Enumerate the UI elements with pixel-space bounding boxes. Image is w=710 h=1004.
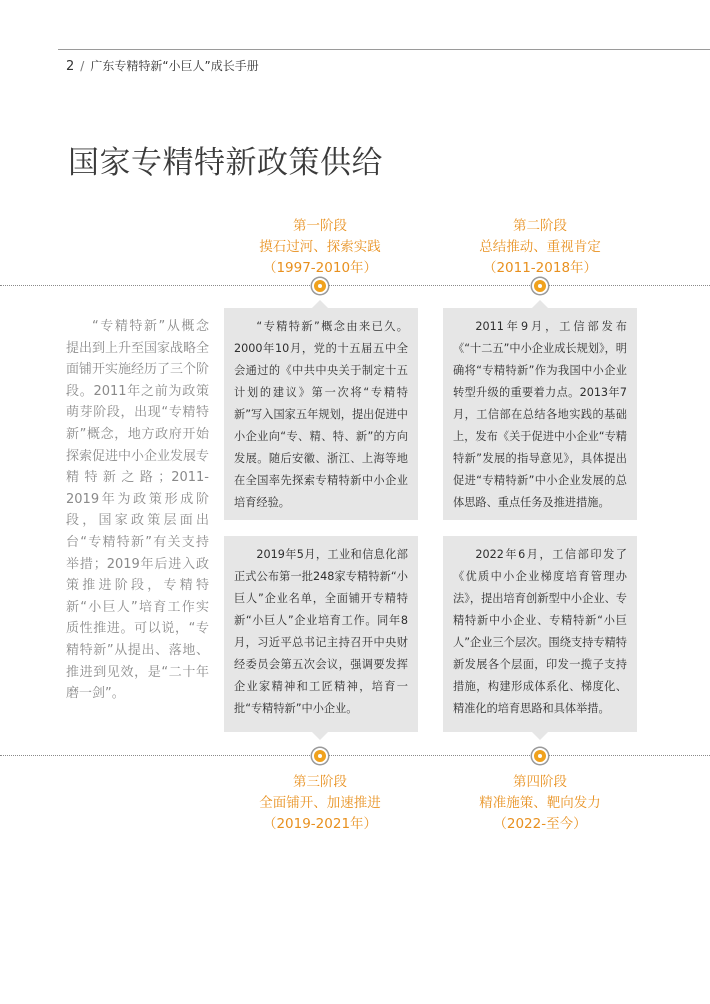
stage-1-period: （1997-2010年） — [262, 260, 378, 276]
stage-1-marker — [312, 278, 328, 294]
summary-sidebar — [66, 316, 209, 705]
stage-4-label — [442, 772, 638, 835]
stage-4-name: 第四阶段 — [513, 774, 567, 790]
stage-4-text: 2022年6月，工信部印发了《优质中小企业梯度培育管理办法》，提出培育创新型中小企业、专精特新中小企业、专精特新“小巨人”企业三个层次。围绕支持专精特新发展各个层面，印发一揽子支持措施，构建形成体系化、梯度化、精准化的培育思路和具体举措。 — [453, 548, 627, 715]
stage-2-label — [442, 216, 638, 279]
stage-3-marker — [312, 748, 328, 764]
stage-4-marker — [532, 748, 548, 764]
stage-4-subtitle: 精准施策、靶向发力 — [479, 795, 601, 811]
stage-3-name: 第三阶段 — [293, 774, 347, 790]
page-title: 国家专精特新政策供给 — [68, 145, 383, 181]
timeline-top — [0, 285, 710, 286]
page-number: 2 — [66, 59, 75, 74]
stage-2-pointer — [532, 300, 548, 308]
running-header — [66, 57, 259, 74]
stage-2-subtitle: 总结推动、重视肯定 — [479, 239, 601, 255]
stage-2-name: 第二阶段 — [513, 218, 567, 234]
stage-3-period: （2019-2021年） — [262, 816, 378, 832]
stage-3-description — [224, 536, 418, 732]
stage-1-text: “专精特新”概念由来已久。2000年10月，党的十五届五中全会通过的《中共中央关于制定十五计划的建议》第一次将“专精特新”写入国家五年规划，提出促进中小企业向“专、精、特、新”的方向发展。随后安徽、浙江、上海等地在全国率先探索专精特新中小企业培育经验。 — [234, 320, 408, 509]
stage-3-text: 2019年5月，工业和信息化部正式公布第一批248家专精特新“小巨人”企业名单，全面铺开专精特新“小巨人”企业培育工作。同年8月，习近平总书记主持召开中央财经委员会第五次会议，强调要发挥企业家精神和工匠精神，培育一批“专精特新”中小企业。 — [234, 548, 408, 715]
stage-3-label — [222, 772, 418, 835]
stage-2-text: 2011年9月，工信部发布《“十二五”中小企业成长规划》，明确将“专精特新”作为我国中小企业转型升级的重要着力点。2013年7月，工信部在总结各地实践的基础上，发布《关于促进中小企业“专精特新”发展的指导意见》，具体提出促进“专精特新”中小企业发展的总体思路、重点任务及推进措施。 — [453, 320, 627, 509]
stage-4-description — [443, 536, 637, 732]
timeline-bottom — [0, 755, 710, 756]
stage-4-pointer — [532, 732, 548, 740]
stage-3-pointer — [312, 732, 328, 740]
book-title: 广东专精特新“小巨人”成长手册 — [90, 59, 259, 73]
stage-2-marker — [532, 278, 548, 294]
stage-1-subtitle: 摸石过河、探索实践 — [259, 239, 381, 255]
stage-1-name: 第一阶段 — [293, 218, 347, 234]
stage-1-description — [224, 308, 418, 520]
stage-3-subtitle: 全面铺开、加速推进 — [259, 795, 381, 811]
stage-1-label — [222, 216, 418, 279]
stage-2-period: （2011-2018年） — [482, 260, 598, 276]
stage-1-pointer — [312, 300, 328, 308]
stage-2-description — [443, 308, 637, 520]
summary-text: “专精特新”从概念提出到上升至国家战略全面铺开实施经历了三个阶段。2011年之前为政策萌芽阶段，出现“专精特新”概念，地方政府开始探索促进中小企业发展专精特新之路；2011-2019年为政策形成阶段，国家政策层面出台“专精特新”有关支持举措；2019年后进入政策推进阶段，专精特新“小巨人”培育工作实质性推进。可以说，“专精特新”从提出、落地、推进到见效，是“二十年磨一剑”。 — [66, 319, 210, 702]
header-separator: / — [80, 59, 85, 73]
stage-4-period: （2022-至今） — [493, 816, 587, 832]
header-rule — [58, 49, 710, 50]
